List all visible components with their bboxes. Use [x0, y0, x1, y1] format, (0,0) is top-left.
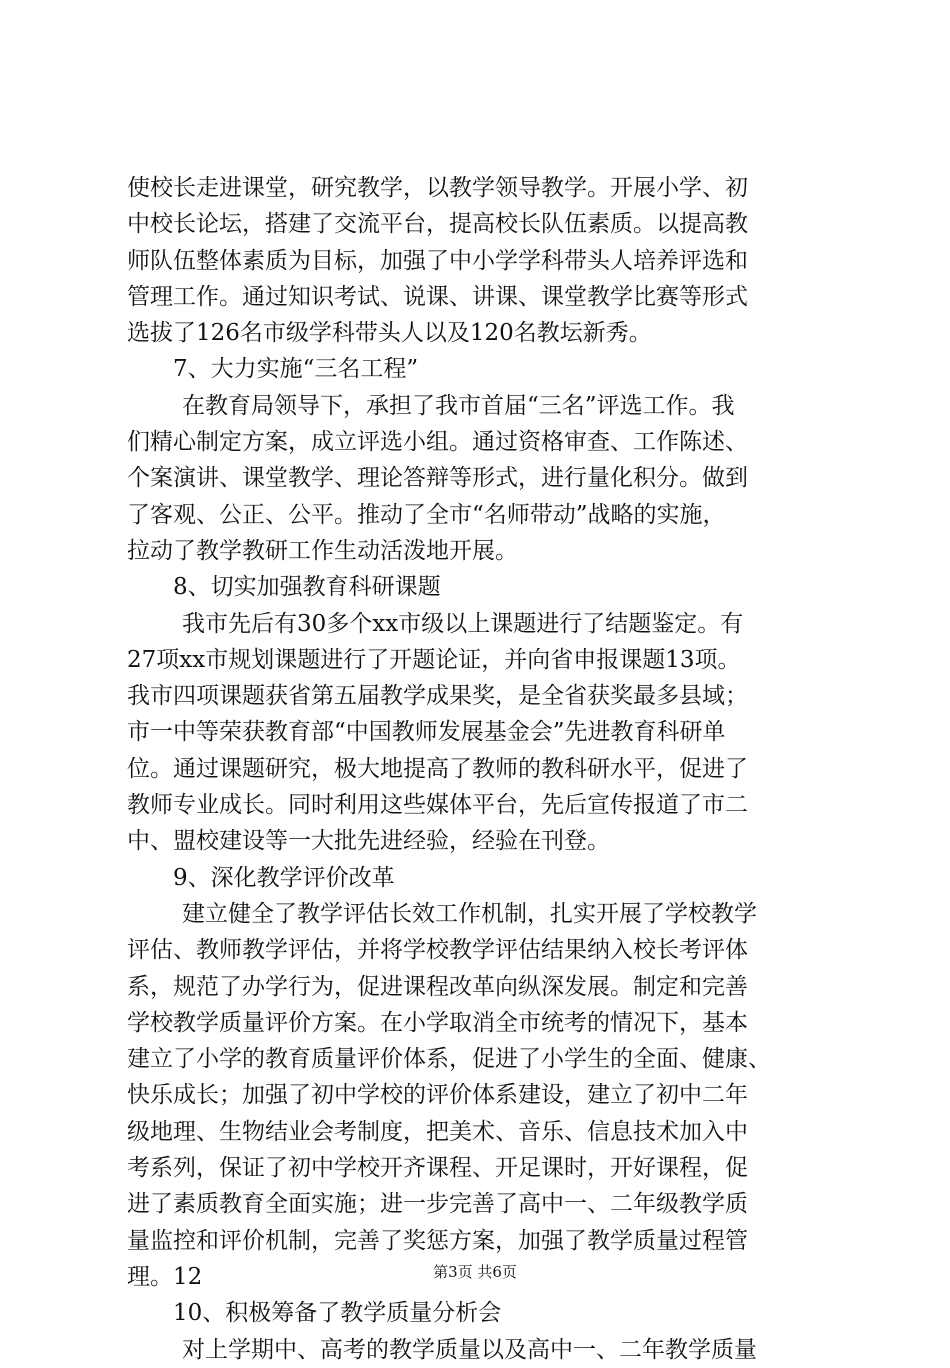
section-heading: 10、积极筹备了教学质量分析会	[173, 1300, 502, 1327]
document-body	[127, 170, 847, 1368]
text-line: 位。通过课题研究，极大地提高了教师的教科研水平，促进了	[127, 755, 748, 782]
section-heading: 7、大力实施“三名工程”	[173, 356, 419, 383]
text-line: 使校长走进课堂，研究教学，以教学领导教学。开展小学、初	[127, 175, 748, 201]
page-number-footer: 第3页 共6页	[433, 1263, 517, 1281]
text-line: 个案演讲、课堂教学、理论答辩等形式，进行量化积分。做到	[127, 465, 748, 492]
text-line: 管理工作。通过知识考试、说课、讲课、课堂教学比赛等形式	[127, 283, 748, 310]
text-line: 级地理、生物结业会考制度，把美术、音乐、信息技术加入中	[127, 1118, 748, 1145]
text-line: 中校长论坛，搭建了交流平台，提高校长队伍素质。以提高教	[127, 211, 748, 238]
text-line: 拉动了教学教研工作生动活泼地开展。	[127, 537, 518, 564]
text-line: 27项xx市规划课题进行了开题论证，并向省申报课题13项。	[127, 646, 741, 673]
text-line: 量监控和评价机制，完善了奖惩方案，加强了教学质量过程管	[127, 1227, 748, 1254]
text-line: 我市四项课题获省第五届教学成果奖，是全省获奖最多县域；	[127, 683, 748, 710]
paragraph-first-line: 建立健全了教学评估长效工作机制，扎实开展了学校教学	[182, 900, 757, 927]
text-line: 师队伍整体素质为目标，加强了中小学学科带头人培养评选和	[127, 247, 748, 274]
text-line: 了客观、公正、公平。推动了全市“名师带动”战略的实施，	[127, 501, 726, 528]
text-line: 考系列，保证了初中学校开齐课程、开足课时，开好课程，促	[127, 1155, 748, 1182]
text-line: 建立了小学的教育质量评价体系，促进了小学生的全面、健康、	[127, 1046, 771, 1073]
paragraph-first-line: 对上学期中、高考的教学质量以及高中一、二年教学质量	[182, 1336, 757, 1363]
section-heading: 9、深化教学评价改革	[173, 864, 395, 891]
text-line: 学校教学质量评价方案。在小学取消全市统考的情况下，基本	[127, 1009, 748, 1036]
paragraph-first-line: 在教育局领导下，承担了我市首届“三名”评选工作。我	[182, 392, 735, 419]
section-heading: 8、切实加强教育科研课题	[173, 574, 441, 601]
text-line: 评估、教师教学评估，并将学校教学评估结果纳入校长考评体	[127, 937, 748, 964]
text-line: 市一中等荣获教育部“中国教师发展基金会”先进教育科研单	[127, 719, 726, 746]
text-line: 选拔了126名市级学科带头人以及120名教坛新秀。	[127, 320, 652, 347]
text-line: 进了素质教育全面实施；进一步完善了高中一、二年级教学质	[127, 1191, 748, 1218]
text-line: 教师专业成长。同时利用这些媒体平台，先后宣传报道了市二	[127, 792, 748, 819]
paragraph-first-line: 我市先后有30多个xx市级以上课题进行了结题鉴定。有	[182, 610, 744, 637]
text-line: 们精心制定方案，成立评选小组。通过资格审查、工作陈述、	[127, 429, 748, 456]
text-line: 理。12	[127, 1263, 203, 1290]
text-line: 快乐成长；加强了初中学校的评价体系建设，建立了初中二年	[127, 1082, 748, 1109]
text-line: 系，规范了办学行为，促进课程改革向纵深发展。制定和完善	[127, 973, 748, 1000]
text-line: 中、盟校建设等一大批先进经验，经验在刊登。	[127, 828, 610, 855]
